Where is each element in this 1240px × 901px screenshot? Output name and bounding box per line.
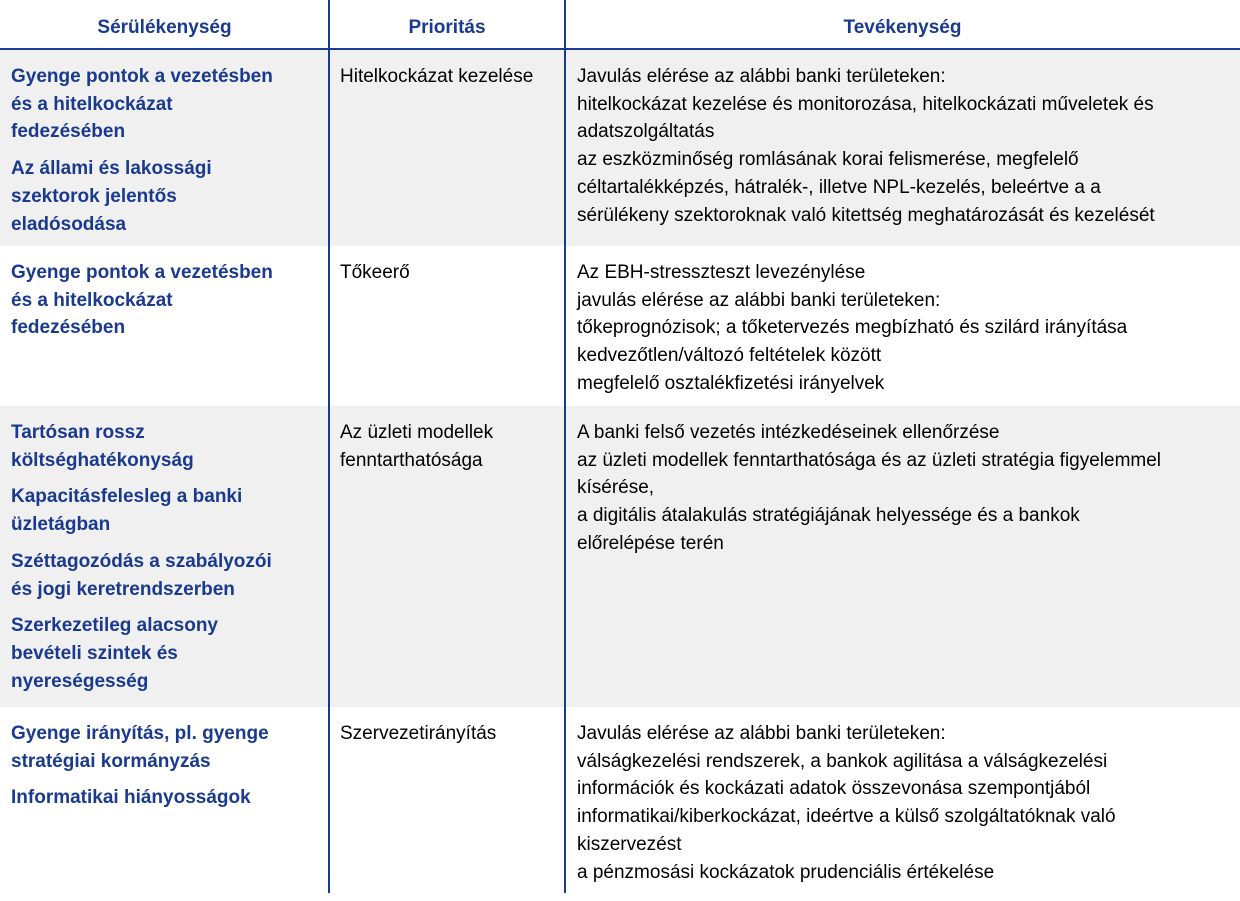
vulnerability-item: Tartósan rossz költséghatékonyság [11,422,194,471]
vulnerability-cell [11,63,321,238]
vulnerability-item: Kapacitásfelesleg a banki üzletágban [11,486,243,536]
column-divider [564,0,566,893]
vulnerability-cell [11,419,321,695]
vulnerability-item: Informatikai hiányosságok [11,787,251,809]
header-vulnerability: Sérülékenység [97,17,232,38]
priority-cell: Hitelkockázat kezelése [340,66,534,87]
vulnerability-item: Széttagozódás a szabályozói és jogi keretrendszerben [11,550,272,600]
vulnerability-cell [11,720,321,812]
header-activity: Tevékenység [843,17,962,38]
header-priority: Prioritás [408,17,486,38]
vulnerability-item: Szerkezetileg alacsony bevételi szintek és nyereségesség [11,615,218,692]
column-divider [328,0,330,893]
table-row [0,707,1240,893]
activity-cell: Javulás elérése az alábbi banki területeken: hitelkockázat kezelése és monitorozása, hitelkockázati műveletek és adatszolgáltatás az eszközminőség romlásának korai felismerése, megfelelő céltartalékképzés, hátralék-, illetve NPL-kezelés, beleértve a a sérülékeny szektoroknak való kitettség meghatározását és kezelését [577,66,1155,226]
activity-cell: Javulás elérése az alábbi banki területeken: válságkezelési rendszerek, a bankok agilitása a válságkezelési információk és kockázati adatok összevonása szempontjából informatikai/kiberkockázat, ideértve a külső szolgáltatóknak való kiszervezést a pénzmosási kockázatok prudenciális értékelése [577,723,1116,883]
vulnerability-cell [11,259,321,342]
table-row [0,246,1240,406]
priority-cell: Tőkeerő [340,262,410,283]
table-row [0,406,1240,707]
table-row [0,50,1240,246]
priority-cell: Az üzleti modellek fenntarthatósága [340,422,494,471]
priority-cell: Szervezetirányítás [340,723,497,744]
activity-cell: Az EBH-stresszteszt levezénylése javulás elérése az alábbi banki területeken: tőkeprognózisok; a tőketervezés megbízható és szilárd irányítása kedvezőtlen/változó feltételek között megfelelő osztalékfizetési irányelvek [577,262,1128,394]
vulnerability-item: Gyenge pontok a vezetésben és a hitelkockázat fedezésében [11,262,273,339]
vulnerability-item: Gyenge pontok a vezetésben és a hitelkockázat fedezésében [11,66,273,143]
vulnerability-item: Az állami és lakossági szektorok jelentős eladósodása [11,158,212,235]
table-header [0,0,1240,50]
vulnerability-item: Gyenge irányítás, pl. gyenge stratégiai kormányzás [11,723,269,772]
activity-cell: A banki felső vezetés intézkedéseinek ellenőrzése az üzleti modellek fenntarthatósága és az üzleti stratégia figyelemmel kísérése, a digitális átalakulás stratégiájának helyessége és a bankok előrelépése terén [577,422,1162,554]
